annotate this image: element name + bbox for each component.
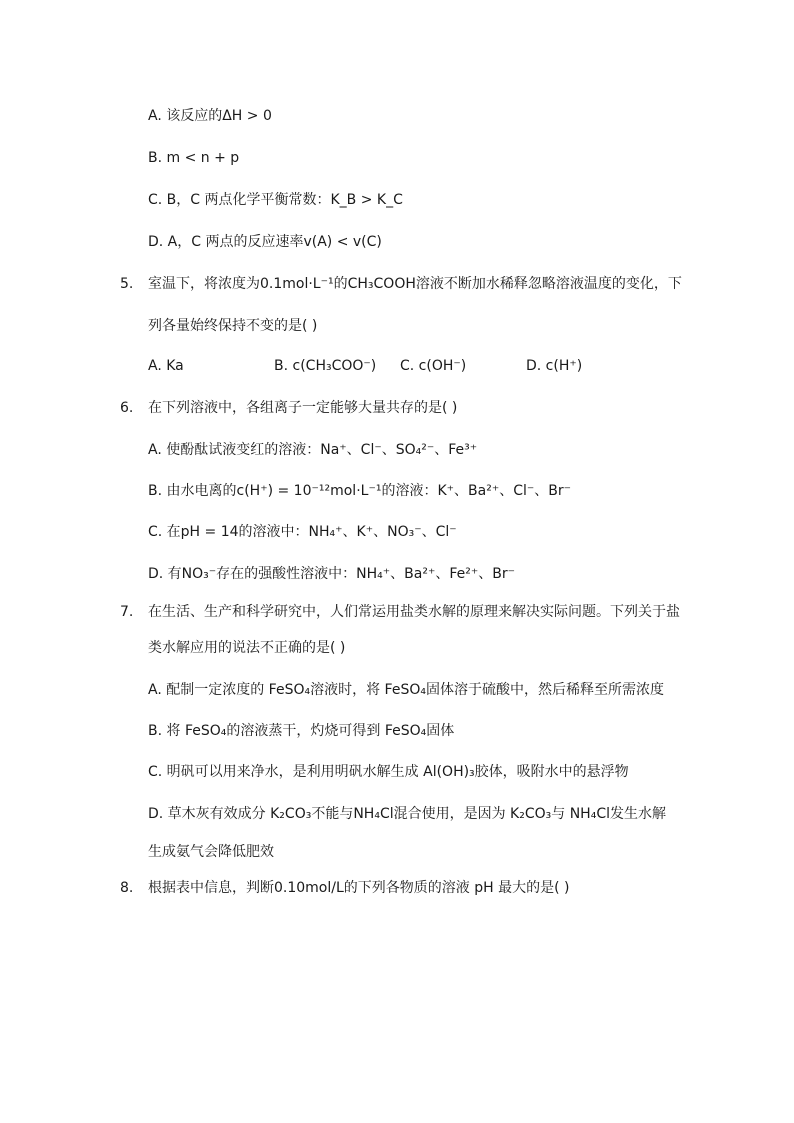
prev-option-c: C. B，C 两点化学平衡常数：K_B > K_C xyxy=(148,192,403,208)
question-5-option-c: C. c(OH⁻) xyxy=(400,358,467,374)
question-7-stem-line2: 类水解应用的说法不正确的是( ) xyxy=(148,640,346,656)
question-5-option-d: D. c(H⁺) xyxy=(526,358,583,374)
question-7-option-b: B. 将 FeSO₄的溶液蒸干，灼烧可得到 FeSO₄固体 xyxy=(148,723,455,739)
question-7-stem-line1: 在生活、生产和科学研究中，人们常运用盐类水解的原理来解决实际问题。下列关于盐 xyxy=(148,604,680,620)
question-8-number: 8. xyxy=(120,880,134,896)
question-5-option-b: B. c(CH₃COO⁻) xyxy=(274,358,377,374)
question-5-number: 5. xyxy=(120,276,134,292)
question-6-option-d: D. 有NO₃⁻存在的强酸性溶液中：NH₄⁺、Ba²⁺、Fe²⁺、Br⁻ xyxy=(148,566,516,582)
question-7-number: 7. xyxy=(120,604,134,620)
question-6-option-a: A. 使酚酞试液变红的溶液：Na⁺、Cl⁻、SO₄²⁻、Fe³⁺ xyxy=(148,442,478,458)
question-5-stem-line2: 列各量始终保持不变的是( ) xyxy=(148,318,318,334)
question-5-option-a: A. Ka xyxy=(148,358,184,374)
prev-option-a: A. 该反应的ΔH > 0 xyxy=(148,108,272,124)
question-5-stem-line1: 室温下，将浓度为0.1mol·L⁻¹的CH₃COOH溶液不断加水稀释忽略溶液温度的变化，下 xyxy=(148,276,682,292)
question-6-number: 6. xyxy=(120,400,134,416)
question-7-option-a: A. 配制一定浓度的 FeSO₄溶液时，将 FeSO₄固体溶于硫酸中，然后稀释至所需浓度 xyxy=(148,682,664,698)
question-6-option-c: C. 在pH = 14的溶液中：NH₄⁺、K⁺、NO₃⁻、Cl⁻ xyxy=(148,524,457,540)
question-7-option-c: C. 明矾可以用来净水，是利用明矾水解生成 Al(OH)₃胶体，吸附水中的悬浮物 xyxy=(148,764,629,780)
question-7-option-d-line2: 生成氨气会降低肥效 xyxy=(148,844,274,860)
question-8-stem-line1: 根据表中信息，判断0.10mol/L的下列各物质的溶液 pH 最大的是( ) xyxy=(148,880,570,896)
prev-option-d: D. A，C 两点的反应速率v(A) < v(C) xyxy=(148,234,382,250)
question-7-option-d-line1: D. 草木灰有效成分 K₂CO₃不能与NH₄Cl混合使用，是因为 K₂CO₃与 NH₄Cl发生水解 xyxy=(148,806,666,822)
question-6-option-b: B. 由水电离的c(H⁺) = 10⁻¹²mol·L⁻¹的溶液：K⁺、Ba²⁺、Cl⁻、Br⁻ xyxy=(148,483,572,499)
prev-option-b: B. m < n + p xyxy=(148,150,240,166)
question-6-stem-line1: 在下列溶液中，各组离子一定能够大量共存的是( ) xyxy=(148,400,458,416)
